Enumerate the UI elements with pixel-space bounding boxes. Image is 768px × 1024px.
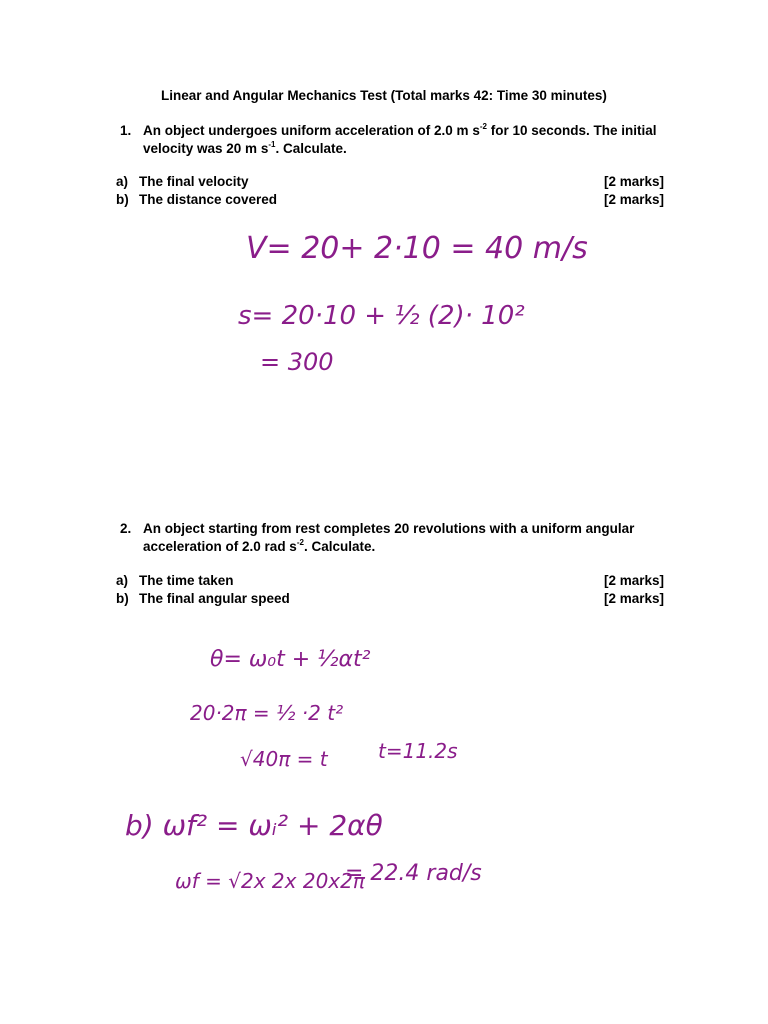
superscript: -1 <box>268 139 276 149</box>
question-number: 2. <box>120 521 132 536</box>
handwritten-line: = 300 <box>260 348 334 376</box>
test-title: Linear and Angular Mechanics Test (Total marks 42: Time 30 minutes) <box>161 88 607 103</box>
handwritten-line: = 22.4 rad/s <box>345 861 482 886</box>
part-text: The final velocity <box>139 174 249 189</box>
part-label: a) <box>116 573 129 588</box>
part-text: The time taken <box>139 573 234 588</box>
question-number: 1. <box>120 123 132 138</box>
handwritten-line: √40π = t <box>240 747 328 771</box>
handwritten-line: ωf = √2x 2x 20x2π <box>175 869 365 893</box>
question-text-part: . Calculate. <box>303 539 376 554</box>
question-text-part: An object starting from rest completes 20 revolutions with a uniform angular <box>143 521 635 536</box>
superscript: -2 <box>296 537 304 547</box>
handwritten-line: t=11.2s <box>378 739 458 763</box>
handwritten-line: θ= ω₀t + ½αt² <box>210 647 371 672</box>
question-text-part: for 10 seconds. The initial <box>486 123 657 138</box>
marks-label: [2 marks] <box>603 591 664 606</box>
part-label: a) <box>116 174 129 189</box>
handwritten-line: s= 20·10 + ½ (2)· 10² <box>238 301 525 331</box>
question-text-part: . Calculate. <box>275 141 347 156</box>
superscript: -2 <box>479 121 487 131</box>
question-text-part: An object undergoes uniform acceleration of 2.0 m s <box>143 123 480 138</box>
marks-label: [2 marks] <box>603 192 664 207</box>
marks-label: [2 marks] <box>603 573 664 588</box>
part-text: The final angular speed <box>139 591 290 606</box>
part-label: b) <box>116 591 129 606</box>
marks-label: [2 marks] <box>603 174 664 189</box>
question-text-part: velocity was 20 m s <box>143 141 269 156</box>
handwritten-line: V= 20+ 2·10 = 40 m/s <box>246 231 588 266</box>
handwritten-line: 20·2π = ½ ·2 t² <box>190 701 344 725</box>
part-label: b) <box>116 192 129 207</box>
part-text: The distance covered <box>139 192 278 207</box>
question-text-part: acceleration of 2.0 rad s <box>143 539 297 554</box>
handwritten-line: b) ωf² = ωᵢ² + 2αθ <box>125 809 383 842</box>
